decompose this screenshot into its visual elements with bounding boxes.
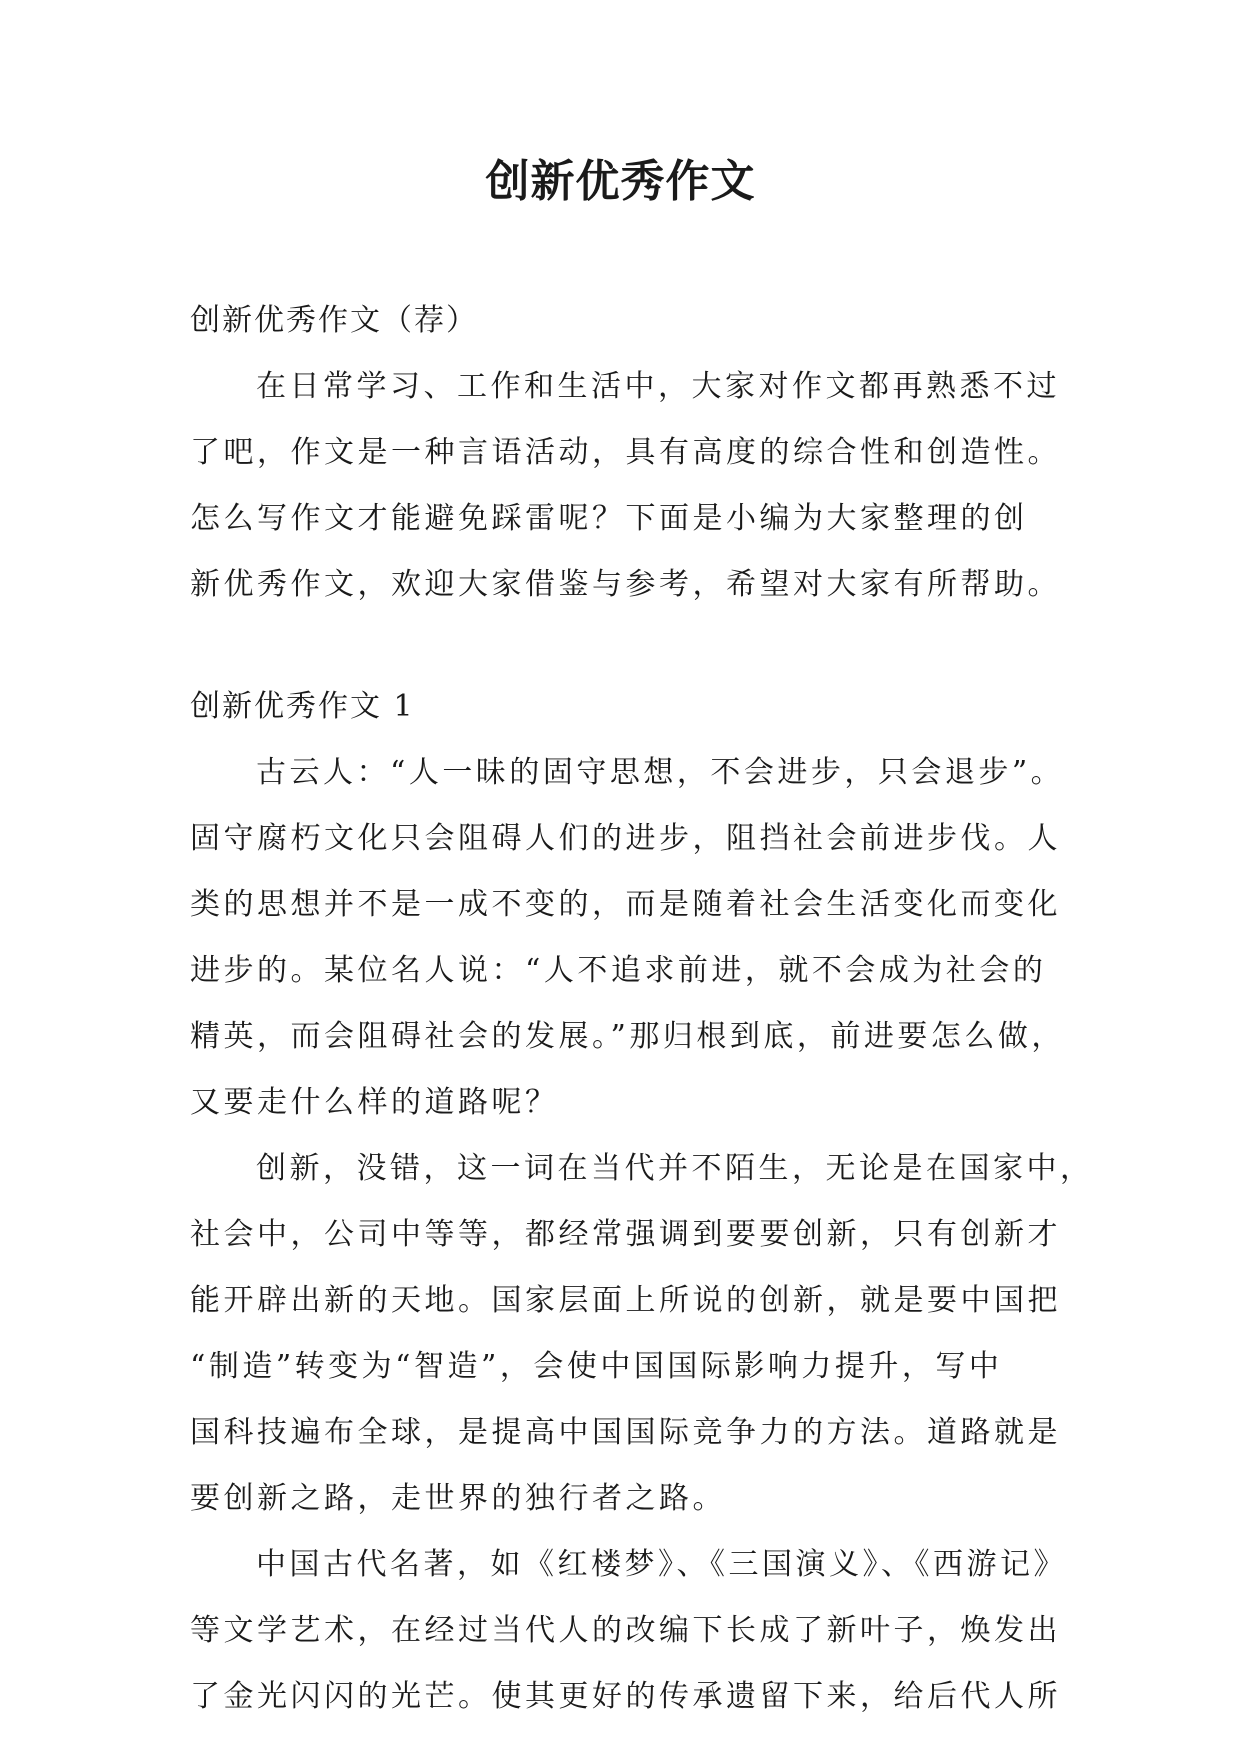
- text-line: 了金光闪闪的光芒。使其更好的传承遗留下来，给后代人所: [190, 1679, 1061, 1714]
- text-line: 在日常学习、工作和生活中，大家对作文都再熟悉不过: [256, 369, 1060, 404]
- text-line: 创新，没错，这一词在当代并不陌生，无论是在国家中，: [256, 1151, 1094, 1186]
- paragraph: [190, 740, 1070, 1136]
- text-line: 社会中，公司中等等，都经常强调到要要创新，只有创新才: [190, 1217, 1061, 1252]
- text-line: 进步的。某位名人说：“人不追求前进，就不会成为社会的: [190, 953, 1047, 988]
- document-body: [190, 288, 1094, 1730]
- text-line: 要创新之路，走世界的独行者之路。: [190, 1481, 726, 1516]
- paragraph: [190, 1136, 1094, 1532]
- text-line: 能开辟出新的天地。国家层面上所说的创新，就是要中国把: [190, 1283, 1061, 1318]
- text-line: 精英，而会阻碍社会的发展。”那归根到底，前进要怎么做，: [190, 1019, 1065, 1054]
- text-line: 古云人：“人一昧的固守思想，不会进步，只会退步”。: [256, 755, 1065, 790]
- text-line: 怎么写作文才能避免踩雷呢？下面是小编为大家整理的创: [190, 501, 1028, 536]
- section-heading: 创新优秀作文 1: [190, 689, 415, 724]
- text-line: 国科技遍布全球，是提高中国国际竞争力的方法。道路就是: [190, 1415, 1061, 1450]
- text-line: 类的思想并不是一成不变的，而是随着社会生活变化而变化: [190, 887, 1061, 922]
- text-line: 等文学艺术，在经过当代人的改编下长成了新叶子，焕发出: [190, 1613, 1061, 1648]
- text-line: “制造”转变为“智造”，会使中国国际影响力提升，写中: [190, 1349, 1003, 1384]
- text-line: 中国古代名著，如《红楼梦》、《三国演义》、《西游记》: [256, 1547, 1067, 1582]
- text-line: 又要走什么样的道路呢？: [190, 1085, 559, 1120]
- text-line: 了吧，作文是一种言语活动，具有高度的综合性和创造性。: [190, 435, 1061, 470]
- subtitle: 创新优秀作文（荐）: [190, 303, 478, 338]
- text-line: 新优秀作文，欢迎大家借鉴与参考，希望对大家有所帮助。: [190, 567, 1061, 602]
- paragraph: [190, 1532, 1070, 1730]
- paragraph-gap: [190, 618, 1070, 674]
- text-line: 固守腐朽文化只会阻碍人们的进步，阻挡社会前进步伐。人: [190, 821, 1061, 856]
- intro-paragraph: [190, 354, 1070, 618]
- document-title: 创新优秀作文: [485, 156, 756, 207]
